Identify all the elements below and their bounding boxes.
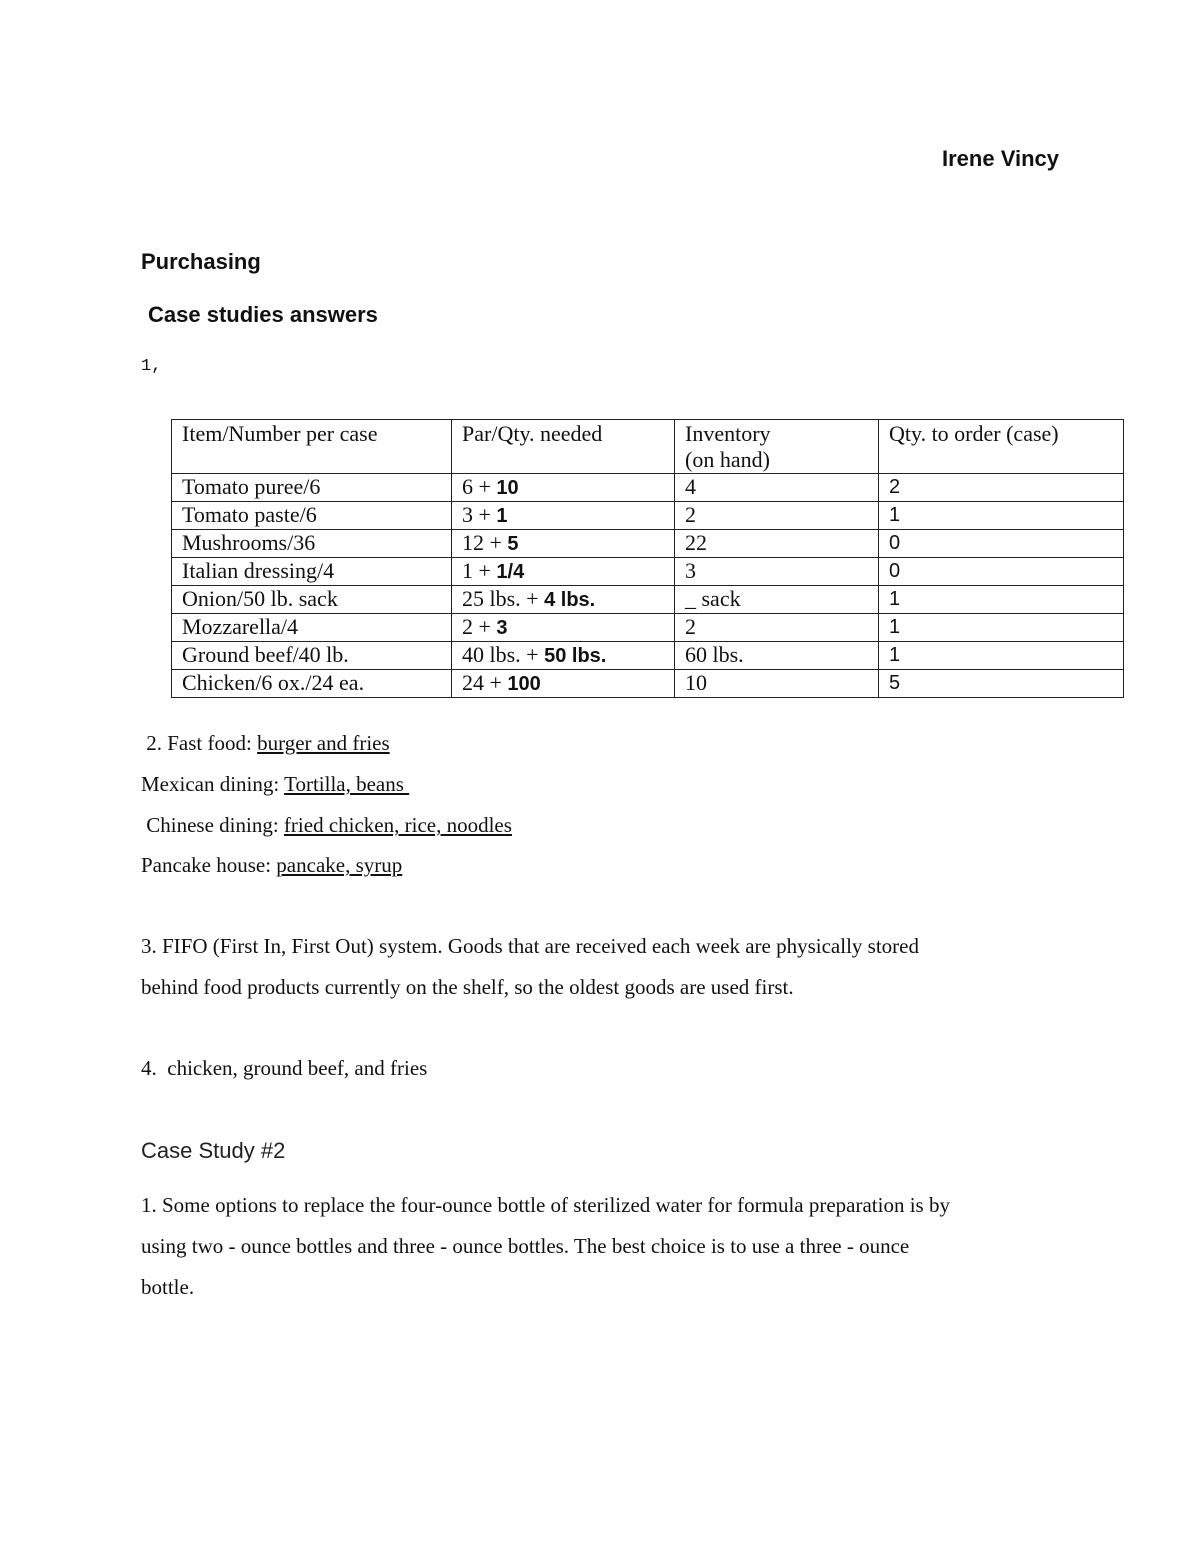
pancake-label: Pancake house: (141, 853, 277, 877)
cell-par (452, 558, 675, 586)
purchasing-table-container (171, 419, 1059, 698)
case-study-2-heading: Case Study #2 (141, 1138, 286, 1163)
fast-food-answer: burger and fries (257, 731, 390, 755)
cell-par (452, 586, 675, 614)
chinese-label: Chinese dining: (141, 813, 284, 837)
mexican-label: Mexican dining: (141, 772, 285, 796)
par-base: 25 lbs. + (462, 586, 545, 611)
cell-order: 1 (879, 614, 1124, 642)
answer-2-pancake (141, 845, 1061, 886)
par-base: 24 + (462, 670, 508, 695)
column-header-inventory: Inventory (on hand) (675, 420, 879, 474)
document-title: Purchasing (141, 249, 261, 274)
cell-item: Tomato puree/6 (172, 474, 452, 502)
cell-inventory: 10 (675, 670, 879, 698)
cell-par (452, 530, 675, 558)
cell-inventory: 3 (675, 558, 879, 586)
par-added: 5 (507, 533, 519, 555)
cell-par (452, 502, 675, 530)
cell-order: 2 (879, 474, 1124, 502)
cell-inventory: 22 (675, 530, 879, 558)
cell-item: Tomato paste/6 (172, 502, 452, 530)
par-base: 6 + (462, 474, 497, 499)
cell-item: Ground beef/40 lb. (172, 642, 452, 670)
cell-par (452, 642, 675, 670)
par-added: 50 lbs. (544, 645, 607, 667)
column-header-item: Item/Number per case (172, 420, 452, 474)
par-added: 10 (496, 477, 519, 499)
cell-inventory: 2 (675, 502, 879, 530)
cell-order: 1 (879, 502, 1124, 530)
table-row (172, 586, 1124, 614)
answer-4: 4. chicken, ground beef, and fries (141, 1056, 428, 1080)
table-row (172, 530, 1124, 558)
mexican-answer: Tortilla, beans (284, 772, 410, 796)
table-row (172, 474, 1124, 502)
table-row (172, 670, 1124, 698)
cell-item: Mushrooms/36 (172, 530, 452, 558)
column-header-order: Qty. to order (case) (879, 420, 1124, 474)
answer-3-line-1: 3. FIFO (First In, First Out) system. Goods that are received each week are physically stored (141, 934, 919, 958)
table-row (172, 642, 1124, 670)
pancake-answer: pancake, syrup (276, 853, 403, 877)
table-row (172, 614, 1124, 642)
par-added: 4 lbs. (544, 589, 596, 611)
par-added: 100 (507, 673, 541, 695)
case-study-2-line-1: 1. Some options to replace the four-ounce bottle of sterilized water for formula preparation is by (141, 1193, 950, 1217)
chinese-answer: fried chicken, rice, noodles (283, 813, 512, 837)
cell-item: Italian dressing/4 (172, 558, 452, 586)
par-base: 3 + (462, 502, 497, 527)
cell-order: 0 (879, 530, 1124, 558)
answer-2-chinese (141, 805, 1061, 846)
cell-item: Chicken/6 ox./24 ea. (172, 670, 452, 698)
column-header-par: Par/Qty. needed (452, 420, 675, 474)
cell-inventory: _ sack (675, 586, 879, 614)
par-base: 12 + (462, 530, 508, 555)
question-1-number: 1, (141, 357, 162, 376)
purchasing-table (171, 419, 1124, 698)
cell-order: 0 (879, 558, 1124, 586)
cell-item: Onion/50 lb. sack (172, 586, 452, 614)
cell-order: 1 (879, 586, 1124, 614)
fast-food-label: 2. Fast food: (141, 731, 258, 755)
cell-inventory: 2 (675, 614, 879, 642)
answer-2-fast-food (141, 723, 1061, 764)
cell-order: 5 (879, 670, 1124, 698)
author-name: Irene Vincy (942, 146, 1059, 171)
table-body (172, 474, 1124, 698)
case-study-2-answer-1 (141, 1185, 1061, 1308)
cell-item: Mozzarella/4 (172, 614, 452, 642)
cell-par (452, 670, 675, 698)
table-row (172, 558, 1124, 586)
cell-order: 1 (879, 642, 1124, 670)
answer-3 (141, 926, 1061, 1008)
cell-par (452, 474, 675, 502)
par-base: 40 lbs. + (462, 642, 545, 667)
case-study-2-line-3: bottle. (141, 1275, 195, 1299)
par-added: 1 (496, 505, 508, 527)
par-base: 2 + (462, 614, 497, 639)
answer-2-mexican (141, 764, 1061, 805)
document-subtitle: Case studies answers (148, 302, 378, 327)
cell-par (452, 614, 675, 642)
cell-inventory: 60 lbs. (675, 642, 879, 670)
par-base: 1 + (462, 558, 497, 583)
cell-inventory: 4 (675, 474, 879, 502)
table-row (172, 502, 1124, 530)
case-study-2-line-2: using two - ounce bottles and three - ounce bottles. The best choice is to use a three - ounce (141, 1234, 910, 1258)
par-added: 3 (496, 617, 508, 639)
table-header-row (172, 420, 1124, 474)
answer-3-line-2: behind food products currently on the shelf, so the oldest goods are used first. (141, 975, 794, 999)
par-added: 1/4 (496, 561, 525, 583)
